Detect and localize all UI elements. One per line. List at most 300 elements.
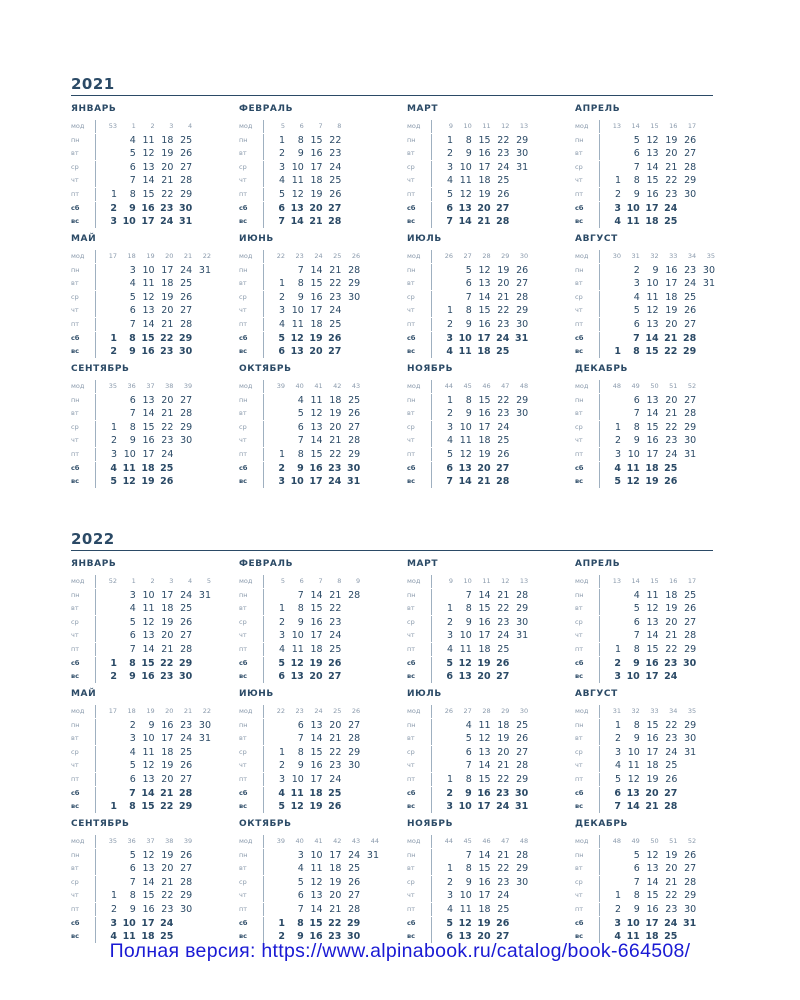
day-number: 7	[633, 630, 640, 642]
day-number: 24	[329, 630, 342, 642]
column-separator	[599, 332, 600, 345]
day-number: 22	[329, 134, 342, 146]
day-number: 19	[477, 657, 491, 669]
day-number: 15	[478, 394, 491, 406]
day-number: 1	[278, 278, 285, 290]
day-number: 25	[497, 904, 510, 915]
row-label: вт	[407, 149, 415, 158]
week-number: 47	[501, 837, 510, 845]
day-number: 24	[496, 332, 510, 344]
row-label: сб	[71, 658, 80, 667]
row-label: вт	[71, 864, 79, 873]
row-label: пт	[575, 905, 584, 913]
row-label: мод	[407, 707, 421, 715]
week-number: 15	[650, 122, 659, 130]
month-name: ИЮЛЬ	[407, 234, 442, 244]
column-separator	[263, 394, 264, 407]
day-number: 1	[110, 657, 117, 669]
day-number: 28	[516, 760, 529, 772]
day-number: 24	[180, 733, 193, 745]
row-label: сб	[575, 918, 584, 927]
day-number: 29	[346, 917, 361, 929]
day-number: 1	[278, 603, 285, 615]
day-number: 2	[278, 931, 285, 943]
row-label: сб	[239, 203, 248, 212]
column-separator	[599, 304, 600, 317]
day-number: 3	[446, 630, 453, 642]
day-number: 11	[627, 760, 640, 772]
column-separator	[95, 746, 96, 759]
row-label: вс	[71, 932, 79, 941]
day-number: 25	[180, 134, 193, 146]
day-number: 7	[297, 904, 304, 915]
column-separator	[263, 421, 264, 434]
day-number: 12	[142, 291, 155, 303]
column-separator	[431, 589, 432, 602]
day-number: 14	[142, 876, 155, 888]
day-number: 27	[328, 202, 342, 214]
week-number: 45	[463, 837, 472, 845]
day-number: 16	[478, 148, 491, 160]
month-name: ИЮНЬ	[239, 234, 274, 244]
day-number: 23	[665, 189, 678, 200]
day-number: 6	[297, 421, 304, 433]
week-number: 21	[183, 252, 193, 260]
week-number: 24	[314, 252, 323, 260]
row-label: мод	[407, 577, 421, 585]
day-number: 28	[180, 319, 193, 330]
day-number: 22	[161, 189, 174, 200]
day-number: 30	[684, 435, 697, 447]
day-number: 8	[297, 603, 304, 615]
day-number: 15	[142, 890, 155, 902]
day-number: 29	[516, 134, 529, 146]
day-number: 18	[665, 291, 678, 303]
day-number: 14	[646, 876, 659, 888]
day-number: 17	[645, 671, 659, 683]
day-number: 11	[626, 216, 640, 228]
column-separator	[431, 759, 432, 772]
day-number: 14	[290, 216, 304, 228]
week-number: 2	[150, 577, 155, 585]
day-number: 13	[142, 774, 155, 785]
week-number: 5	[206, 577, 211, 585]
day-number: 8	[633, 719, 640, 731]
day-number: 3	[614, 449, 621, 460]
column-separator	[95, 250, 96, 263]
column-separator	[95, 800, 96, 813]
column-separator	[263, 670, 264, 683]
day-number: 9	[652, 264, 659, 276]
column-separator	[431, 849, 432, 862]
column-separator	[95, 589, 96, 602]
week-number: 25	[333, 252, 342, 260]
column-separator	[263, 462, 264, 475]
week-number: 37	[146, 837, 155, 845]
column-separator	[599, 800, 600, 813]
row-label: ср	[575, 877, 583, 886]
day-number: 28	[496, 476, 510, 488]
week-number: 20	[165, 252, 174, 260]
day-number: 9	[633, 189, 640, 200]
column-separator	[431, 835, 432, 848]
week-number: 48	[519, 837, 529, 845]
row-label: вт	[71, 149, 79, 158]
column-separator	[599, 380, 600, 393]
day-number: 8	[129, 890, 136, 902]
day-number: 18	[161, 746, 174, 758]
day-number: 26	[328, 657, 342, 669]
day-number: 26	[328, 801, 342, 813]
day-number: 15	[141, 657, 155, 669]
week-number: 34	[687, 252, 697, 260]
column-separator	[599, 174, 600, 187]
row-label: мод	[239, 837, 253, 845]
day-number: 5	[446, 917, 453, 929]
day-number: 24	[180, 589, 193, 601]
week-number: 30	[519, 252, 529, 260]
day-number: 28	[684, 876, 697, 888]
column-separator	[95, 773, 96, 786]
month-name: НОЯБРЬ	[407, 819, 454, 829]
row-label: чт	[71, 436, 79, 445]
column-separator	[599, 134, 600, 147]
day-number: 5	[129, 148, 136, 160]
week-number: 49	[631, 382, 640, 390]
day-number: 30	[684, 733, 697, 745]
column-separator	[263, 732, 264, 745]
day-number: 23	[160, 346, 174, 358]
day-number: 19	[161, 760, 174, 772]
row-label: вт	[407, 864, 415, 873]
row-label: пн	[575, 590, 584, 599]
day-number: 17	[477, 332, 491, 344]
row-label: пт	[71, 905, 80, 913]
column-separator	[599, 787, 600, 800]
row-label: чт	[407, 306, 415, 315]
day-number: 1	[614, 644, 621, 655]
row-label: сб	[575, 788, 584, 797]
row-label: пн	[239, 395, 248, 404]
day-number: 16	[310, 760, 323, 772]
day-number: 30	[516, 319, 529, 330]
day-number: 26	[180, 616, 193, 628]
day-number: 9	[297, 148, 304, 160]
column-separator	[95, 475, 96, 488]
day-number: 28	[180, 876, 193, 888]
month-name: АПРЕЛЬ	[575, 104, 621, 114]
day-number: 8	[129, 801, 136, 813]
day-number: 15	[478, 774, 491, 785]
day-number: 1	[614, 346, 621, 358]
day-number: 20	[329, 890, 342, 902]
day-number: 27	[516, 278, 529, 290]
row-label: пн	[407, 265, 416, 274]
day-number: 15	[310, 449, 323, 460]
day-number: 27	[180, 630, 193, 642]
day-number: 26	[160, 476, 174, 488]
day-number: 24	[329, 161, 342, 173]
week-number: 30	[612, 252, 621, 260]
day-number: 11	[142, 746, 155, 758]
day-number: 2	[110, 346, 117, 358]
day-number: 10	[626, 202, 640, 214]
day-number: 29	[180, 421, 193, 433]
day-number: 8	[633, 890, 640, 902]
week-number: 23	[295, 252, 304, 260]
day-number: 10	[626, 917, 640, 929]
day-number: 22	[665, 719, 678, 731]
day-number: 11	[310, 394, 323, 406]
day-number: 19	[478, 189, 491, 200]
column-separator	[95, 304, 96, 317]
row-label: вс	[575, 217, 583, 226]
row-label: пт	[575, 645, 584, 653]
day-number: 25	[180, 603, 193, 615]
day-number: 14	[141, 787, 155, 799]
day-number: 14	[310, 435, 323, 447]
day-number: 13	[142, 863, 155, 875]
day-number: 31	[684, 449, 697, 460]
day-number: 31	[178, 216, 193, 228]
week-number: 18	[127, 707, 136, 715]
day-number: 6	[129, 305, 136, 317]
column-separator	[95, 903, 96, 916]
day-number: 7	[465, 589, 472, 601]
day-number: 23	[664, 657, 678, 669]
day-number: 31	[346, 476, 361, 488]
day-number: 9	[297, 616, 304, 628]
week-number: 8	[337, 122, 342, 130]
week-number: 52	[108, 577, 117, 585]
row-label: ср	[239, 617, 247, 626]
row-label: вт	[239, 734, 247, 743]
day-number: 27	[664, 787, 678, 799]
month-name: ОКТЯБРЬ	[239, 364, 292, 374]
day-number: 9	[633, 904, 640, 915]
row-label: чт	[407, 891, 415, 900]
day-number: 22	[160, 332, 174, 344]
day-number: 21	[664, 332, 678, 344]
day-number: 28	[328, 216, 342, 228]
column-separator	[95, 876, 96, 889]
day-number: 17	[161, 264, 174, 276]
day-number: 12	[646, 305, 659, 317]
day-number: 6	[129, 863, 136, 875]
day-number: 25	[180, 746, 193, 758]
column-separator	[263, 304, 264, 317]
day-number: 14	[645, 332, 659, 344]
column-separator	[431, 917, 432, 930]
day-number: 1	[278, 134, 285, 146]
day-number: 22	[328, 917, 342, 929]
row-label: пт	[407, 450, 416, 458]
day-number: 16	[141, 346, 155, 358]
day-number: 16	[141, 202, 155, 214]
day-number: 4	[110, 462, 117, 474]
day-number: 19	[309, 657, 323, 669]
day-number: 9	[297, 462, 304, 474]
row-label: пн	[239, 135, 248, 144]
day-number: 11	[291, 319, 304, 330]
day-number: 10	[291, 161, 304, 173]
column-separator	[263, 332, 264, 345]
row-label: вс	[575, 672, 583, 681]
day-number: 13	[290, 346, 304, 358]
row-label: пн	[239, 850, 248, 859]
day-number: 24	[180, 264, 193, 276]
day-number: 5	[110, 476, 117, 488]
day-number: 30	[684, 189, 697, 200]
month-name: ДЕКАБРЬ	[575, 819, 629, 829]
day-number: 11	[458, 346, 472, 358]
month-name: НОЯБРЬ	[407, 364, 454, 374]
row-label: пт	[575, 190, 584, 198]
week-number: 7	[318, 122, 323, 130]
week-number: 47	[501, 382, 510, 390]
day-number: 22	[497, 134, 510, 146]
day-number: 11	[459, 644, 472, 655]
column-separator	[263, 215, 264, 228]
column-separator	[263, 475, 264, 488]
day-number: 12	[627, 774, 640, 785]
day-number: 12	[459, 449, 472, 460]
day-number: 21	[160, 787, 174, 799]
day-number: 1	[446, 863, 453, 875]
day-number: 3	[446, 161, 453, 173]
column-separator	[95, 394, 96, 407]
column-separator	[263, 643, 264, 656]
day-number: 2	[278, 760, 285, 772]
column-separator	[431, 575, 432, 588]
day-number: 7	[129, 175, 136, 187]
column-separator	[95, 787, 96, 800]
day-number: 3	[110, 449, 117, 460]
day-number: 23	[180, 719, 193, 731]
column-separator	[599, 434, 600, 447]
row-label: пн	[71, 590, 80, 599]
row-label: сб	[239, 333, 248, 342]
row-label: пн	[71, 395, 80, 404]
day-number: 1	[614, 719, 621, 731]
day-number: 17	[646, 746, 659, 758]
row-label: чт	[239, 176, 247, 185]
month-name: ФЕВРАЛЬ	[239, 104, 294, 114]
day-number: 18	[645, 216, 659, 228]
full-version-link[interactable]: Полная версия: https://www.alpinabook.ru/catalog/book-664508/	[109, 940, 691, 962]
day-number: 4	[129, 278, 136, 290]
day-number: 25	[684, 589, 697, 601]
day-number: 26	[664, 476, 678, 488]
row-label: вт	[239, 149, 247, 158]
column-separator	[431, 188, 432, 201]
day-number: 30	[348, 760, 361, 772]
month-name: ИЮЛЬ	[407, 689, 442, 699]
day-number: 14	[142, 408, 155, 420]
row-label: пт	[239, 775, 248, 783]
column-separator	[599, 719, 600, 732]
day-number: 27	[180, 394, 193, 406]
week-number: 11	[482, 577, 491, 585]
day-number: 25	[180, 278, 193, 290]
day-number: 13	[142, 161, 155, 173]
day-number: 21	[497, 760, 510, 772]
day-number: 30	[516, 876, 529, 888]
day-number: 10	[458, 801, 472, 813]
day-number: 6	[129, 774, 136, 785]
week-number: 43	[351, 837, 361, 845]
day-number: 23	[497, 876, 510, 888]
day-number: 25	[348, 863, 361, 875]
day-number: 28	[348, 589, 361, 601]
week-number: 10	[463, 577, 472, 585]
column-separator	[263, 917, 264, 930]
day-number: 4	[278, 175, 285, 187]
day-number: 24	[161, 449, 174, 460]
week-number: 41	[314, 382, 323, 390]
day-number: 31	[702, 278, 715, 290]
day-number: 9	[129, 671, 136, 683]
day-number: 15	[646, 890, 659, 902]
day-number: 13	[646, 863, 659, 875]
column-separator	[431, 174, 432, 187]
day-number: 16	[477, 787, 491, 799]
day-number: 17	[478, 161, 491, 173]
day-number: 8	[633, 175, 640, 187]
day-number: 5	[614, 774, 621, 785]
week-number: 24	[314, 707, 323, 715]
column-separator	[263, 134, 264, 147]
day-number: 15	[142, 189, 155, 200]
day-number: 8	[129, 332, 136, 344]
day-number: 14	[478, 291, 491, 303]
day-number: 15	[478, 305, 491, 317]
day-number: 19	[665, 305, 678, 317]
day-number: 11	[459, 175, 472, 187]
day-number: 21	[477, 476, 491, 488]
day-number: 24	[684, 278, 697, 290]
day-number: 8	[633, 421, 640, 433]
day-number: 30	[178, 671, 193, 683]
day-number: 26	[496, 917, 510, 929]
day-number: 25	[329, 175, 342, 187]
day-number: 28	[684, 161, 697, 173]
day-number: 15	[646, 421, 659, 433]
week-number: 10	[463, 122, 472, 130]
day-number: 9	[465, 876, 472, 888]
day-number: 7	[297, 589, 304, 601]
day-number: 15	[141, 332, 155, 344]
day-number: 5	[446, 189, 453, 200]
week-number: 26	[351, 707, 361, 715]
week-number: 27	[463, 707, 472, 715]
day-number: 12	[646, 134, 659, 146]
week-number: 22	[202, 252, 211, 260]
day-number: 14	[458, 216, 472, 228]
column-separator	[599, 462, 600, 475]
column-separator	[263, 250, 264, 263]
day-number: 12	[290, 332, 304, 344]
day-number: 6	[614, 787, 621, 799]
row-label: пт	[239, 905, 248, 913]
day-number: 28	[516, 849, 529, 861]
day-number: 23	[665, 435, 678, 447]
day-number: 15	[646, 644, 659, 655]
day-number: 12	[142, 849, 155, 861]
day-number: 21	[161, 644, 174, 655]
day-number: 9	[465, 787, 472, 799]
day-number: 18	[646, 760, 659, 772]
